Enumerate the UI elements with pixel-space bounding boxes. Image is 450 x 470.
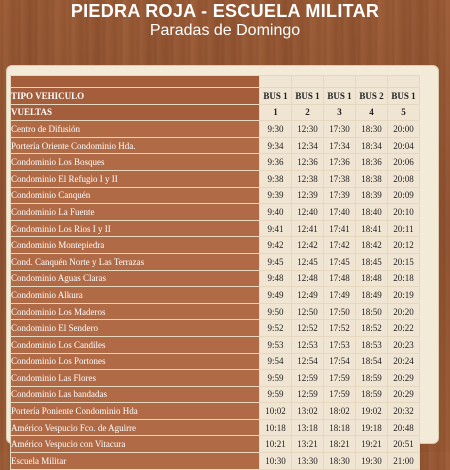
stop-time: 10:18	[260, 419, 292, 436]
stop-time: 19:30	[356, 453, 388, 470]
stop-time: 10:30	[260, 453, 292, 470]
stop-time: 18:34	[356, 137, 388, 154]
stop-time: 17:50	[324, 303, 356, 320]
stop-name: Escuela Militar	[11, 453, 260, 470]
stop-time: 18:59	[356, 370, 388, 387]
stop-time: 18:59	[356, 386, 388, 403]
stop-time: 17:36	[324, 154, 356, 171]
stop-time: 20:29	[388, 386, 420, 403]
stop-time: 9:59	[260, 370, 292, 387]
stop-time: 18:50	[356, 303, 388, 320]
stop-name: Condominio Canquén	[11, 187, 260, 204]
stop-row	[11, 204, 420, 221]
vehicle-cell: BUS 1	[292, 88, 324, 105]
stop-row	[11, 154, 420, 171]
stop-name: Américo Vespucio con Vitacura	[11, 436, 260, 453]
stop-row	[11, 137, 420, 154]
stop-time: 9:54	[260, 353, 292, 370]
stop-row	[11, 287, 420, 304]
round-cell: 5	[388, 104, 420, 121]
stop-time: 9:52	[260, 320, 292, 337]
stop-name: Condominio Montepiedra	[11, 237, 260, 254]
stop-time: 12:40	[292, 204, 324, 221]
spacer-cell	[292, 76, 324, 88]
vehicle-type-row	[11, 88, 420, 105]
stop-time: 12:52	[292, 320, 324, 337]
stop-time: 20:20	[388, 303, 420, 320]
stop-time: 13:18	[292, 419, 324, 436]
spacer-cell	[260, 76, 292, 88]
round-cell: 4	[356, 104, 388, 121]
stop-time: 12:49	[292, 287, 324, 304]
stop-name: Portería Oriente Condominio Hda.	[11, 137, 260, 154]
stop-row	[11, 320, 420, 337]
stop-time: 20:48	[388, 419, 420, 436]
stop-time: 18:52	[356, 320, 388, 337]
stop-name: Condominio Los Ríos I y II	[11, 220, 260, 237]
stop-time: 18:41	[356, 220, 388, 237]
stop-time: 9:59	[260, 386, 292, 403]
stop-time: 9:48	[260, 270, 292, 287]
stop-row	[11, 403, 420, 420]
stop-time: 12:42	[292, 237, 324, 254]
stop-time: 12:45	[292, 253, 324, 270]
stop-time: 18:21	[324, 436, 356, 453]
stop-time: 20:09	[388, 187, 420, 204]
stop-row	[11, 253, 420, 270]
stop-time: 20:24	[388, 353, 420, 370]
stop-time: 12:34	[292, 137, 324, 154]
table-top-spacer-row	[11, 76, 420, 88]
stop-time: 17:59	[324, 370, 356, 387]
stop-name: Condominio El Sendero	[11, 320, 260, 337]
schedule-table	[10, 75, 420, 470]
stop-time: 18:45	[356, 253, 388, 270]
stop-name: Condominio Alkura	[11, 287, 260, 304]
stop-name: Condominio La Fuente	[11, 204, 260, 221]
stop-time: 18:49	[356, 287, 388, 304]
stop-time: 20:06	[388, 154, 420, 171]
stop-time: 17:54	[324, 353, 356, 370]
stop-time: 12:53	[292, 336, 324, 353]
stop-time: 9:41	[260, 220, 292, 237]
vehicle-cell: BUS 1	[260, 88, 292, 105]
stop-time: 9:36	[260, 154, 292, 171]
stop-time: 18:36	[356, 154, 388, 171]
stop-time: 17:53	[324, 336, 356, 353]
stop-row	[11, 121, 420, 138]
stop-time: 17:39	[324, 187, 356, 204]
vehicle-cell: BUS 1	[324, 88, 356, 105]
stop-name: Condominio Los Candiles	[11, 336, 260, 353]
stop-time: 18:53	[356, 336, 388, 353]
page-subtitle: Paradas de Domingo	[149, 22, 301, 39]
stop-time: 18:42	[356, 237, 388, 254]
vehicle-cell: BUS 1	[388, 88, 420, 105]
stop-time: 12:38	[292, 170, 324, 187]
stop-time: 9:53	[260, 336, 292, 353]
stop-time: 9:39	[260, 187, 292, 204]
stop-time: 17:41	[324, 220, 356, 237]
stop-time: 12:30	[292, 121, 324, 138]
stop-time: 20:04	[388, 137, 420, 154]
schedule-body	[11, 76, 420, 470]
stop-time: 19:18	[356, 419, 388, 436]
stop-time: 18:48	[356, 270, 388, 287]
round-cell: 2	[292, 104, 324, 121]
stop-time: 20:12	[388, 237, 420, 254]
stop-time: 12:54	[292, 353, 324, 370]
stop-time: 18:30	[324, 453, 356, 470]
stop-time: 20:23	[388, 336, 420, 353]
stop-time: 9:45	[260, 253, 292, 270]
stop-time: 20:22	[388, 320, 420, 337]
stop-time: 17:30	[324, 121, 356, 138]
stop-time: 18:38	[356, 170, 388, 187]
stop-time: 17:40	[324, 204, 356, 221]
stop-time: 12:39	[292, 187, 324, 204]
stop-row	[11, 419, 420, 436]
stop-time: 20:51	[388, 436, 420, 453]
stop-time: 20:32	[388, 403, 420, 420]
stop-time: 9:49	[260, 287, 292, 304]
rounds-row	[11, 104, 420, 121]
vehicle-type-label: TIPO VEHICULO	[11, 88, 260, 105]
spacer-cell	[388, 76, 420, 88]
stop-time: 12:59	[292, 370, 324, 387]
stop-time: 20:11	[388, 220, 420, 237]
stop-name: Centro de Difusión	[11, 121, 260, 138]
stop-time: 20:18	[388, 270, 420, 287]
stop-name: Condominio El Refugio I y II	[11, 170, 260, 187]
stop-name: Américo Vespucio Fco. de Aguirre	[11, 419, 260, 436]
stop-time: 20:08	[388, 170, 420, 187]
stop-name: Condominio Los Bosques	[11, 154, 260, 171]
stop-time: 20:00	[388, 121, 420, 138]
rounds-label: VUELTAS	[11, 104, 260, 121]
stop-time: 10:02	[260, 403, 292, 420]
stop-name: Condominio Las bandadas	[11, 386, 260, 403]
stop-row	[11, 303, 420, 320]
stop-time: 18:18	[324, 419, 356, 436]
stop-time: 10:21	[260, 436, 292, 453]
stop-time: 12:48	[292, 270, 324, 287]
stop-name: Portería Poniente Condominio Hda	[11, 403, 260, 420]
stop-time: 20:29	[388, 370, 420, 387]
stop-row	[11, 370, 420, 387]
stop-time: 18:39	[356, 187, 388, 204]
stop-time: 9:34	[260, 137, 292, 154]
stop-row	[11, 237, 420, 254]
stop-time: 9:30	[260, 121, 292, 138]
stop-time: 20:10	[388, 204, 420, 221]
stop-time: 17:34	[324, 137, 356, 154]
stop-time: 9:42	[260, 237, 292, 254]
stop-time: 18:02	[324, 403, 356, 420]
stop-time: 13:02	[292, 403, 324, 420]
stop-row	[11, 453, 420, 470]
stop-time: 17:42	[324, 237, 356, 254]
round-cell: 3	[324, 104, 356, 121]
stop-time: 12:50	[292, 303, 324, 320]
stop-row	[11, 386, 420, 403]
spacer-cell	[324, 76, 356, 88]
stop-time: 18:54	[356, 353, 388, 370]
stop-time: 17:49	[324, 287, 356, 304]
stop-time: 12:36	[292, 154, 324, 171]
stop-time: 17:45	[324, 253, 356, 270]
stop-time: 20:15	[388, 253, 420, 270]
stop-name: Cond. Canquén Norte y Las Terrazas	[11, 253, 260, 270]
stop-row	[11, 336, 420, 353]
stop-time: 17:48	[324, 270, 356, 287]
page-title: PIEDRA ROJA - ESCUELA MILITAR	[70, 1, 380, 21]
stop-name: Condominio Los Maderos	[11, 303, 260, 320]
stop-time: 18:30	[356, 121, 388, 138]
stop-row	[11, 187, 420, 204]
stop-row	[11, 270, 420, 287]
stop-row	[11, 353, 420, 370]
stop-row	[11, 436, 420, 453]
stop-time: 19:21	[356, 436, 388, 453]
stop-time: 9:38	[260, 170, 292, 187]
vehicle-cell: BUS 2	[356, 88, 388, 105]
stop-time: 17:38	[324, 170, 356, 187]
stop-time: 17:59	[324, 386, 356, 403]
stop-name: Condominio Las Flores	[11, 370, 260, 387]
stop-time: 19:02	[356, 403, 388, 420]
stop-time: 12:59	[292, 386, 324, 403]
round-cell: 1	[260, 104, 292, 121]
stop-row	[11, 170, 420, 187]
spacer-cell	[356, 76, 388, 88]
stop-time: 13:21	[292, 436, 324, 453]
stop-row	[11, 220, 420, 237]
stop-time: 18:40	[356, 204, 388, 221]
stop-time: 9:40	[260, 204, 292, 221]
spacer-label-cell	[11, 76, 260, 88]
stop-time: 13:30	[292, 453, 324, 470]
stop-time: 21:00	[388, 453, 420, 470]
stop-time: 9:50	[260, 303, 292, 320]
stop-name: Condominio Aguas Claras	[11, 270, 260, 287]
stop-time: 12:41	[292, 220, 324, 237]
stop-time: 17:52	[324, 320, 356, 337]
stop-time: 20:19	[388, 287, 420, 304]
stop-name: Condominio Los Portones	[11, 353, 260, 370]
